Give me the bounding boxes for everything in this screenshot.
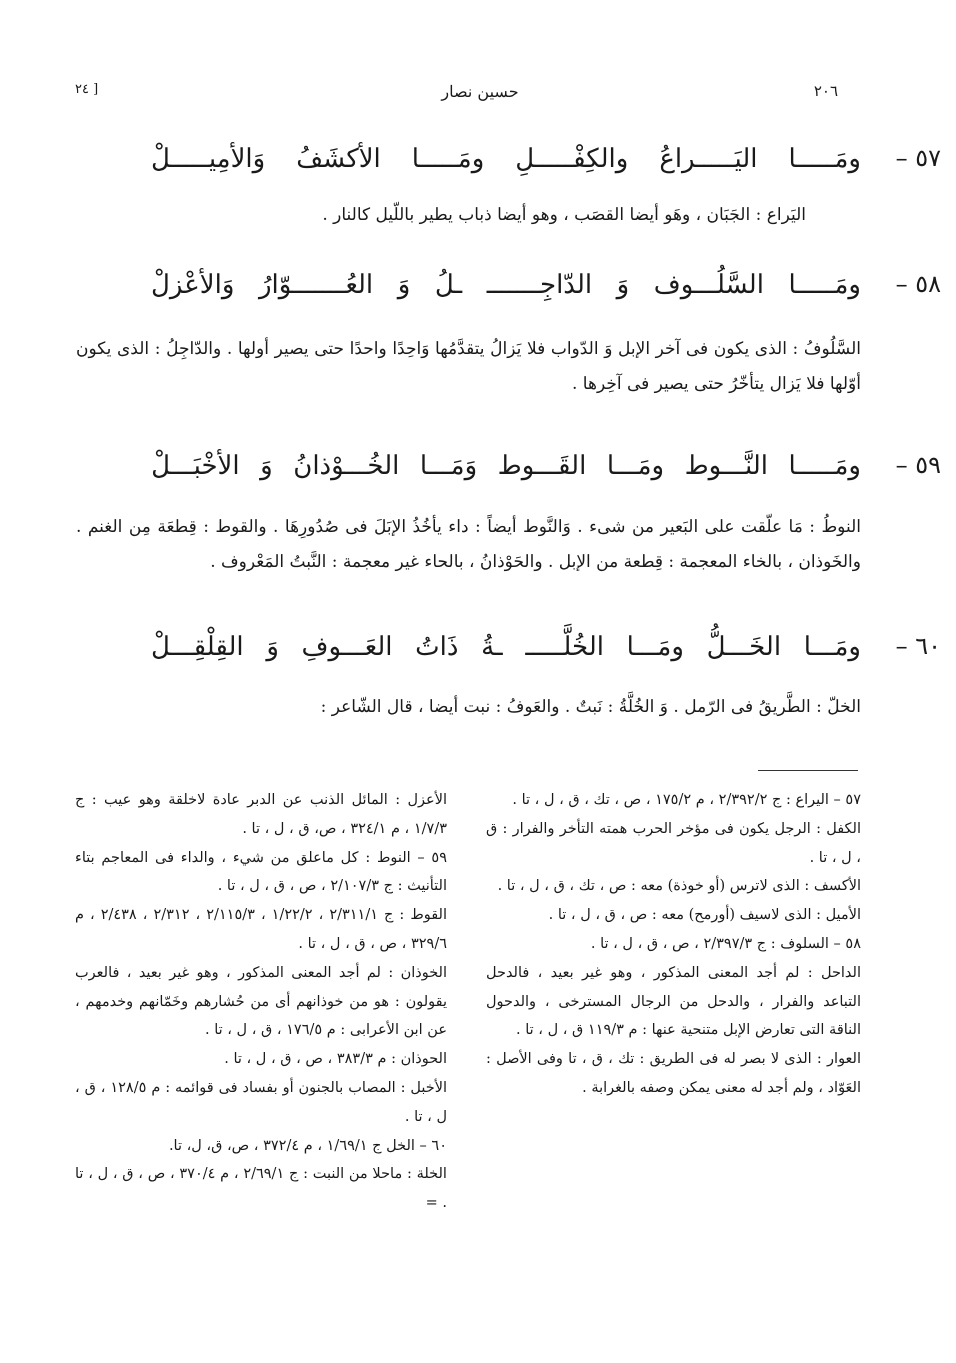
page-number: ٢٠٦ [813,82,838,100]
verse-word: وَ [397,270,411,300]
verse-line [151,451,941,481]
footnote: الحوذان : م ٣٨٣/٣ ، ص ، ق ، ل ، تا . [224,1051,447,1068]
running-head-ref: [ ٢٤ [75,82,99,97]
verse-word: وَالأعْزلْ [151,270,235,300]
verse-line [151,632,941,662]
verse-word: اليَـــــراعُ [659,144,758,174]
verse-word: والكِفْـــــلِ [515,144,629,174]
verse-word: الخَـــلُّ [706,632,782,662]
verse-number: ٥٩ – [895,451,941,479]
verse-word: الخُـــوْذانُ [293,451,400,481]
verse-word: الأكشَفُ [296,144,381,174]
verse-word: السَّلُـــوف [653,270,764,300]
footnotes-right-column [486,786,861,1103]
footnotes-left-column [75,786,447,1218]
footnote: الداحل : لم أجد المعنى المذكور ، وهو غير بعيد ، فالدحل التباعد والفرار ، والدحل من الرجال المسترخى ، والدحول الناقة التى تعارض الإبل متنحية عنها : م ١١٩/٣ ق ، ل ، تا . [486,964,861,1039]
footnote: ٥٨ – السلوف : ج ٢/٣٩٧/٣ ، ص ، ق ، ل ، تا . [590,935,861,952]
footnote: الأخبل : المصاب بالجنون أو بفساد فى قوائمه : م ١٢٨/٥ ، ق ، ل ، تا . [75,1079,447,1125]
verse-number: ٦٠ – [895,632,941,660]
verse-word: النَّـــوط [684,451,768,481]
verse-word: وَ [616,270,630,300]
verse-word: ـةُ [481,632,503,662]
verse-word: الأخْبَـــلْ [151,451,240,481]
verse-word: العَـــوفِ [301,632,393,662]
footnote: الأميل : الذى لاسيف (أورمح) معه : ص ، ق ، ل ، تا . [548,907,861,924]
verse-word: وَالأمِيـــــلْ [151,144,266,174]
footnote: الخلة : ماحلا من النبت : ج ٢/٦٩/١ ، م ٣٧٠/٤ ، ص ، ق ، ل ، تا . = [75,1166,447,1212]
verse-word: الخُلَّـــــ [525,632,604,662]
verse-word: ومَـــــا [411,144,485,174]
verse-word: وَ [266,632,279,662]
verse-gloss: النوطُ : مَا علّقت على البَعير من شىء . وَالنَّوط أيضاً : داء يأخُذُ الإبَلَ فى صُدُورِهَا . والقوط : قِطعَة مِن الغنم . والخَوذان ، بالخاء المعجمة : قِطعة من الإبل . والحَوْذانُ ، بالحاء غير معجمة : النَّبتُ المَعْروف . [76,517,861,572]
footnote: الأكسف : الذى لاترس (أو خوذة) معه : ص ، تك ، ق ، ل ، تا . [497,878,861,895]
footnote: ٥٩ – النوط : كل ماعلق من شيء ، والداء فى المعاجم بتاء التأنيث : ج ٢/١٠٧/٣ ، ص ، ق ، ل ، تا . [75,849,447,895]
verse-word: ومَـــا [803,632,861,662]
verse-gloss: الخلّ : الطَّريقُ فى الرّمل . وَ الخُلَّةُ : نَبتٌ . والعَوفُ : نبت أيضا ، قال الشّاعر : [320,697,861,717]
footnote: ٦٠ – الخل ج ١/٦٩/١ ، م ٣٧٢/٤ ، ص، ق، ل، تا. [168,1137,447,1154]
verse-line [151,144,941,174]
verse-word: ومَـــــا [788,144,861,174]
verse-word: ومَـــــا [788,451,861,481]
footnote: العوار : الذى لا بصر له فى الطريق : تك ، ق ، تا وفى الأصل : العَوّاد ، ولم أجد له معنى يمكن وصفه بالغرابة . [486,1051,861,1096]
verse-word: ومَـــا [626,632,684,662]
footnote: الكفل : الرجل يكون فى مؤخر الحرب همته التأخر والفرار : ق ، ل ، تا . [486,820,861,866]
verse-number: ٥٨ – [895,270,941,298]
footnote: الأعزل : المائل الذنب عن الدبر عادة لاخلقة وهو عيب : ج ١/٧/٣ ، م ٣٢٤/١ ، ص، ق ، ل ، تا . [75,792,447,837]
verse-word: العُـــــــوّارُ [258,270,374,300]
verse-word: ومَـــا [606,451,665,481]
verse-word: ذَاتُ [415,632,459,662]
running-head-author: حسين نصار [441,82,519,101]
footnote-rule [758,770,858,771]
footnote: القوط : ج ٢/٣١١/١ ، ١/٢٢/٢ ، ٢/١١٥/٣ ، ٢/٣١٢ ، ٢/٤٣٨ ، م ٣٢٩/٦ ، ص ، ق ، ل ، تا . [75,907,447,952]
verse-number: ٥٧ – [895,144,941,172]
footnote: ٥٧ – اليراع : ج ٢/٣٩٢/٢ ، م ١٧٥/٢ ، ص ، تك ، ق ، ل ، تا . [512,792,861,808]
verse-word: الدّاجِـــــــ [486,270,593,300]
verse-word: ـلُ [434,270,463,300]
verse-word: القِلْقِـــلْ [151,632,244,662]
verse-word: ومَـــــا [788,270,861,300]
verse-word: وَمَـــا [419,451,478,481]
verse-gloss: اليَراع : الجَبَان ، وهَو أيضا القصَب ، وهو أيضا ذباب يطير باللّيل كالنار . [322,205,806,225]
verse-line [151,270,941,300]
footnote: الخوذان : لم أجد المعنى المذكور ، وهو غير بعيد ، فالعرب يقولون : هو من خوذانهم أى من حُشارهم وخَمّانهم وخدمهم ، عن ابن الأعرابى : م ١٧٦/٥ ، ق ، ل ، تا . [75,964,447,1039]
verse-gloss: السَّلُوفُ : الذى يكون فى آخر الإبل وَ الدّواب فلا يَزالُ يتقدَّمُها وَاحِدًا واحدًا حتى يصير أولها . والدّاجِلُ : الذى يكون أوّلها فلا يَزال يتأخّرُ حتى يصير فى آخِرها . [76,339,861,394]
verse-word: القَـــوط [497,451,587,481]
verse-word: وَ [260,451,273,481]
